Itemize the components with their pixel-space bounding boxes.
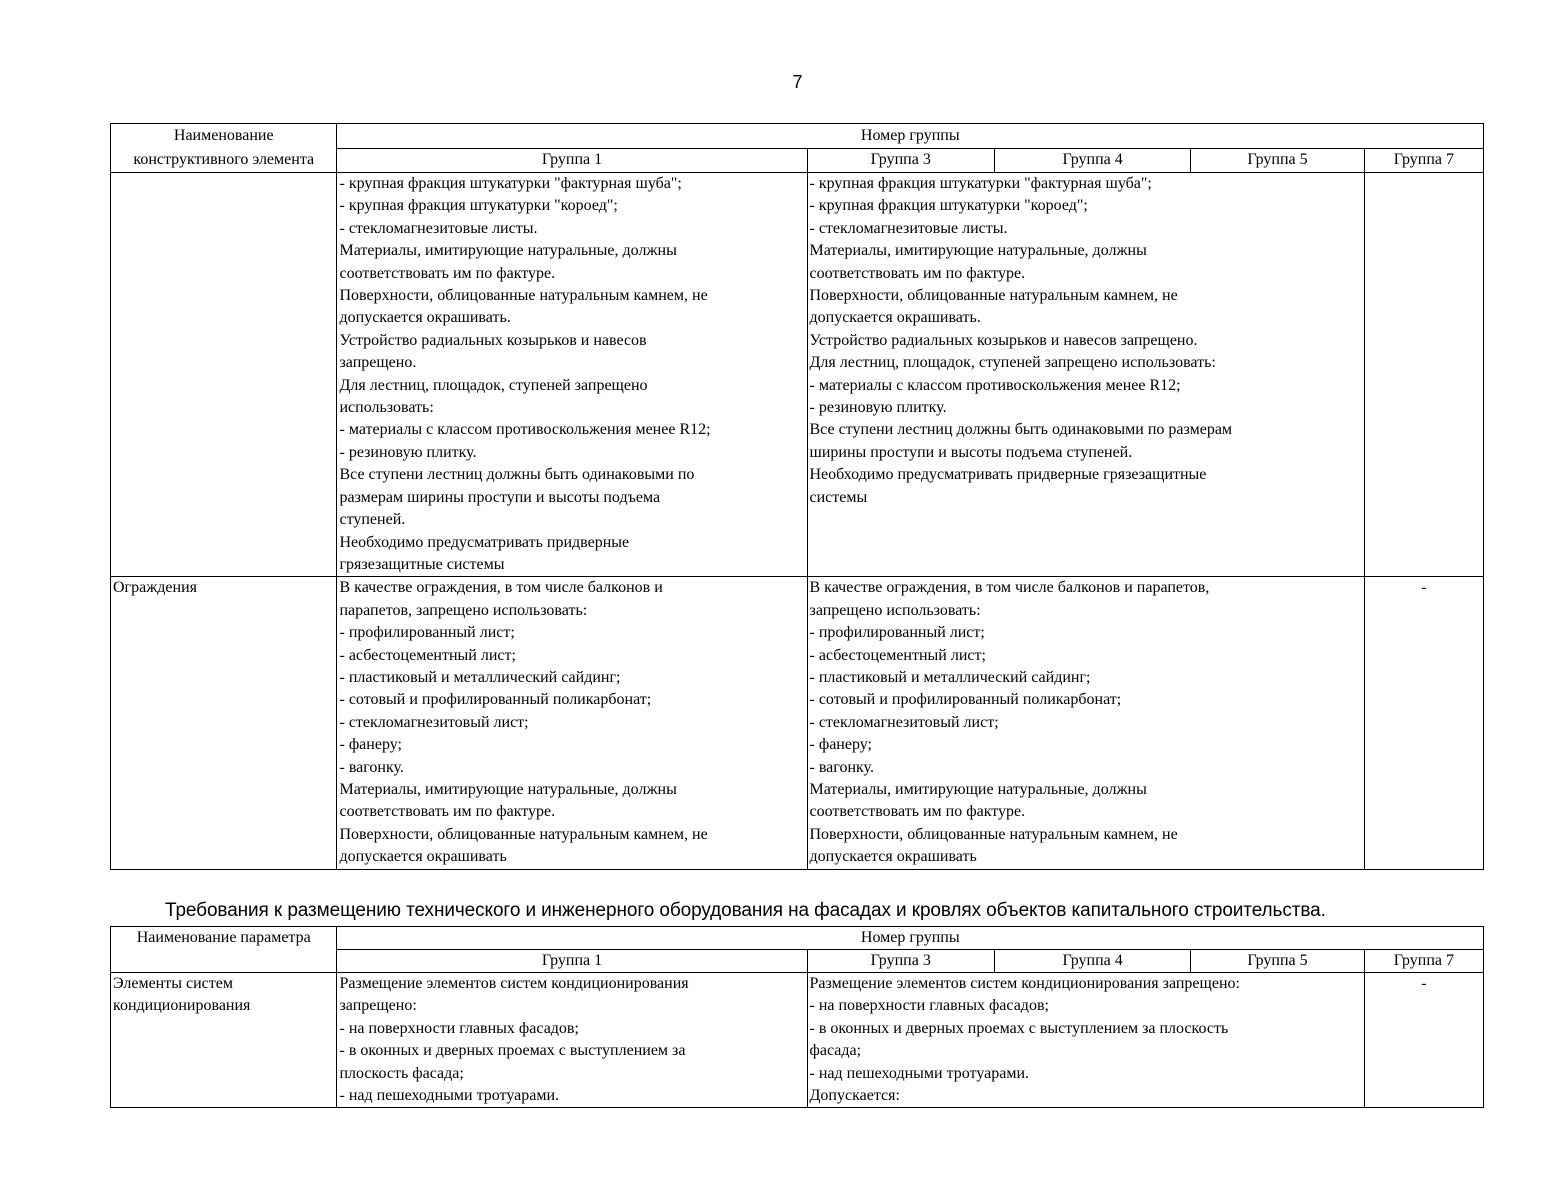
header-group-7: Группа 7 — [1364, 950, 1483, 973]
text-line: ширины проступи и высоты подъема ступеней. — [809, 443, 1133, 461]
text-line: использовать: — [339, 399, 434, 417]
text-line: - материалы с классом противоскольжения менее R12; — [339, 421, 711, 439]
row-group7-text — [1364, 173, 1483, 577]
text-line: - асбестоцементный лист; — [809, 646, 986, 664]
text-line: - профилированный лист; — [809, 624, 985, 642]
text-line: допускается окрашивать — [809, 848, 977, 866]
header-parameter-name: Наименование параметра — [111, 927, 337, 973]
text-line: - вагонку. — [339, 758, 404, 776]
text-line: соответствовать им по фактуре. — [339, 264, 556, 282]
text-line: Все ступени лестниц должны быть одинаковыми по размерам — [809, 421, 1233, 439]
row-group7-text: - — [1364, 973, 1483, 1108]
text-line: - на поверхности главных фасадов; — [809, 997, 1049, 1015]
text-line: - вагонку. — [809, 758, 874, 776]
row-parameter-name — [111, 973, 337, 1108]
text-line: - над пешеходными тротуарами. — [809, 1064, 1030, 1082]
text-line: системы — [809, 488, 868, 506]
row-element-name: Ограждения — [111, 577, 337, 869]
table-row — [111, 577, 1484, 869]
header-element-name-line-1: Наименование — [173, 127, 274, 144]
text-line: допускается окрашивать. — [339, 309, 511, 327]
text-line: грязезащитные системы — [339, 555, 505, 573]
row-group3-5-text — [807, 577, 1364, 869]
text-line: запрещено: — [339, 997, 417, 1015]
text-line: - крупная фракция штукатурки "фактурная шуба"; — [339, 175, 682, 192]
text-line: соответствовать им по фактуре. — [339, 803, 556, 821]
text-line: Элементы систем — [113, 975, 233, 992]
text-line: - стекломагнезитовые листы. — [809, 219, 1008, 237]
text-line: - профилированный лист; — [339, 624, 515, 642]
header-element-name-line-2: конструктивного элемента — [133, 151, 315, 168]
text-line: соответствовать им по фактуре. — [809, 803, 1026, 821]
header-group-number: Номер группы — [337, 124, 1484, 149]
text-line: - в оконных и дверных проемах с выступлением за плоскость — [809, 1019, 1229, 1037]
header-group-1: Группа 1 — [337, 148, 807, 173]
row-element-name — [111, 173, 337, 577]
header-group-3: Группа 3 — [807, 950, 994, 973]
text-line: - стекломагнезитовые листы. — [339, 219, 538, 237]
text-line: парапетов, запрещено использовать: — [339, 601, 588, 619]
table-row — [111, 973, 1484, 1108]
text-line: Материалы, имитирующие натуральные, должны — [809, 242, 1147, 260]
text-line: допускается окрашивать — [339, 848, 507, 866]
text-line: - стекломагнезитовый лист; — [809, 713, 999, 731]
text-line: Поверхности, облицованные натуральным камнем, не — [809, 287, 1178, 305]
text-line: Для лестниц, площадок, ступеней запрещено — [339, 376, 648, 394]
header-group-4: Группа 4 — [994, 148, 1190, 173]
text-line: Поверхности, облицованные натуральным камнем, не — [339, 287, 708, 305]
table-row — [111, 173, 1484, 577]
text-line: - на поверхности главных фасадов; — [339, 1019, 579, 1037]
text-line: Устройство радиальных козырьков и навесов запрещено. — [809, 331, 1198, 349]
row-group1-text — [337, 577, 807, 869]
text-line: Необходимо предусматривать придверные грязезащитные — [809, 466, 1207, 484]
text-line: - крупная фракция штукатурки "фактурная шуба"; — [809, 175, 1152, 192]
text-line: - асбестоцементный лист; — [339, 646, 516, 664]
text-line: Все ступени лестниц должны быть одинаковыми по — [339, 466, 695, 484]
text-line: плоскость фасада; — [339, 1064, 464, 1082]
row-group3-5-text — [807, 173, 1364, 577]
row-group1-text — [337, 173, 807, 577]
text-line: - сотовый и профилированный поликарбонат; — [809, 691, 1122, 709]
text-line: соответствовать им по фактуре. — [809, 264, 1026, 282]
header-group-7: Группа 7 — [1364, 148, 1483, 173]
text-line: Допускается: — [809, 1087, 900, 1105]
header-group-number: Номер группы — [337, 927, 1484, 950]
header-group-4: Группа 4 — [994, 950, 1190, 973]
text-line: Устройство радиальных козырьков и навесов — [339, 331, 647, 349]
text-line: - над пешеходными тротуарами. — [339, 1087, 559, 1105]
header-group-1: Группа 1 — [337, 950, 807, 973]
text-line: Размещение элементов систем кондиционирования запрещено: — [809, 975, 1240, 992]
text-line: фасада; — [809, 1042, 862, 1060]
text-line: - пластиковый и металлический сайдинг; — [339, 668, 621, 686]
text-line: Поверхности, облицованные натуральным камнем, не — [339, 825, 708, 843]
text-line: Материалы, имитирующие натуральные, должны — [339, 242, 677, 260]
text-line: - резиновую плитку. — [339, 443, 477, 461]
text-line: допускается окрашивать. — [809, 309, 981, 327]
header-group-5: Группа 5 — [1191, 148, 1364, 173]
text-line: - фанеру; — [339, 736, 402, 754]
row-group1-text — [337, 973, 807, 1108]
text-line: - сотовый и профилированный поликарбонат; — [339, 691, 652, 709]
text-line: - резиновую плитку. — [809, 399, 947, 417]
text-line: - фанеру; — [809, 736, 872, 754]
text-line: - в оконных и дверных проемах с выступлением за — [339, 1042, 686, 1060]
header-group-5: Группа 5 — [1191, 950, 1364, 973]
text-line: запрещено. — [339, 354, 417, 372]
header-element-name — [111, 124, 337, 173]
text-line: размерам ширины проступи и высоты подъема — [339, 488, 661, 506]
page-number: 7 — [792, 72, 803, 92]
text-line: кондиционирования — [113, 997, 251, 1015]
text-line: Материалы, имитирующие натуральные, должны — [339, 780, 677, 798]
text-line: Для лестниц, площадок, ступеней запрещено использовать: — [809, 354, 1216, 372]
text-line: - пластиковый и металлический сайдинг; — [809, 668, 1091, 686]
text-line: В качестве ограждения, в том числе балконов и парапетов, — [809, 579, 1210, 597]
row-group7-text: - — [1364, 577, 1483, 869]
header-group-3: Группа 3 — [807, 148, 994, 173]
text-line: Материалы, имитирующие натуральные, должны — [809, 780, 1147, 798]
text-line: ступеней. — [339, 511, 406, 529]
section-title: Требования к размещению технического и инженерного оборудования на фасадах и кровлях объектов капитального строительства. — [165, 900, 1326, 921]
text-line: Размещение элементов систем кондиционирования — [339, 975, 689, 992]
text-line: Необходимо предусматривать придверные — [339, 533, 630, 551]
text-line: - крупная фракция штукатурки "короед"; — [339, 197, 618, 215]
text-line: - материалы с классом противоскольжения менее R12; — [809, 376, 1181, 394]
text-line: - крупная фракция штукатурки "короед"; — [809, 197, 1088, 215]
row-group3-5-text — [807, 973, 1364, 1108]
text-line: - стекломагнезитовый лист; — [339, 713, 529, 731]
text-line: Поверхности, облицованные натуральным камнем, не — [809, 825, 1178, 843]
requirements-table-equipment — [110, 926, 1484, 1108]
requirements-table-elements — [110, 123, 1484, 870]
text-line: запрещено использовать: — [809, 601, 981, 619]
text-line: В качестве ограждения, в том числе балконов и — [339, 579, 663, 597]
